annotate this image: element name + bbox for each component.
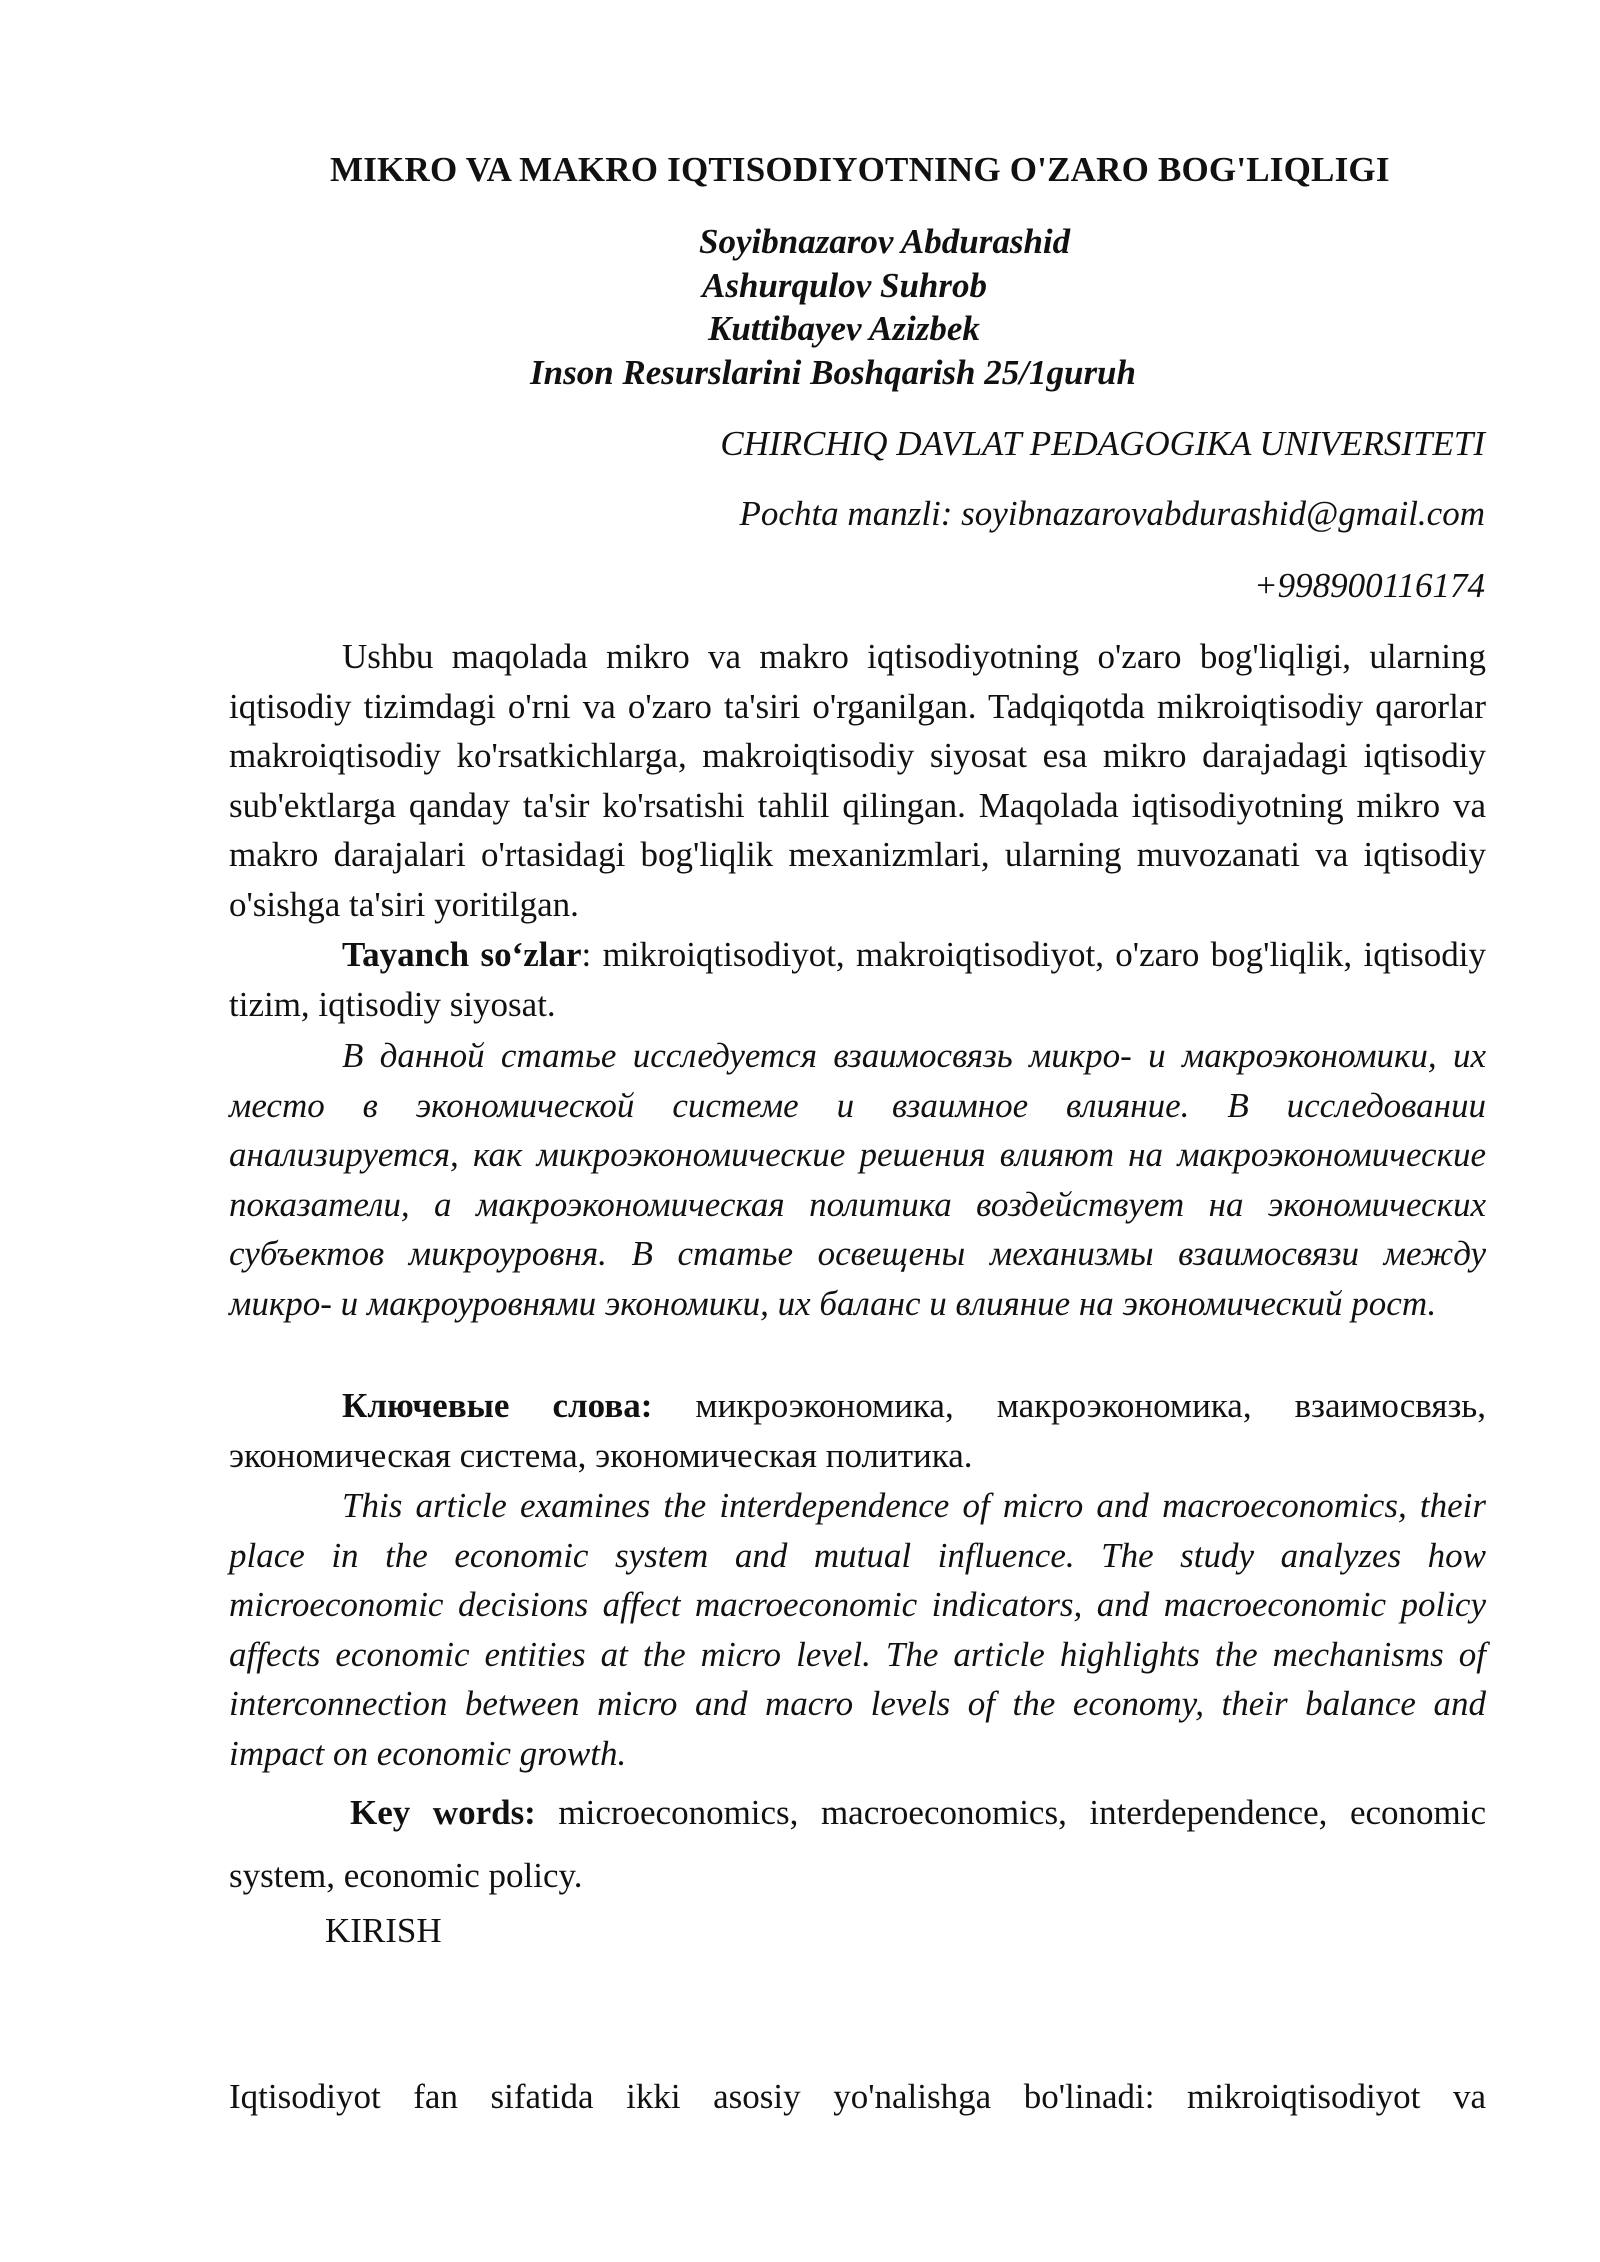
abstract-en: This article examines the interdependence of micro and macroeconomics, their place in the economic system and mutual influence. The study analyzes how microeconomic decisions affect macroeconomic indicators, and macroeconomic policy affects economic entities at the micro level. The article highlights the mechanisms of interconnection between micro and macro levels of the economy, their balance and impact on economic growth.: [229, 1486, 1486, 1773]
keywords-ru-label: Ключевые слова:: [342, 1386, 653, 1425]
university-name: CHIRCHIQ DAVLAT PEDAGOGIKA UNIVERSITETI: [720, 424, 1485, 463]
keywords-uz: [229, 930, 1486, 1029]
author-name: Kuttibayev Azizbek: [708, 309, 980, 348]
body-paragraph: Iqtisodiyot fan sifatida ikki asosiy yo'nalishga bo'linadi: mikroiqtisodiyot va: [229, 2077, 1486, 2116]
keywords-ru-text: микроэкономика, макроэкономика, взаимосвязь, экономическая система, экономическая политика.: [229, 1386, 1486, 1475]
keywords-en: [229, 1781, 1486, 1907]
keywords-uz-label: Tayanch so‘zlar: [342, 935, 582, 974]
abstract-ru: В данной статье исследуется взаимосвязь микро- и макроэкономики, их место в экономической системе и взаимное влияние. В исследовании анализируется, как микроэкономические решения влияют на макроэкономические показатели, а макроэкономическая политика воздействует на экономических субъектов микроуровня. В статье освещены механизмы взаимосвязи между микро- и макроуровнями экономики, их баланс и влияние на экономический рост.: [229, 1036, 1486, 1323]
author-group: Inson Resurslarini Boshqarish 25/1guruh: [530, 353, 1136, 392]
keywords-uz-text: : mikroiqtisodiyot, makroiqtisodiyot, o'zaro bog'liqlik, iqtisodiy tizim, iqtisodiy siyosat.: [229, 935, 1486, 1024]
section-heading: KIRISH: [325, 1911, 442, 1950]
email-line: Pochta manzli: soyibnazarovabdurashid@gmail.com: [739, 494, 1485, 533]
keywords-en-label: Key words:: [350, 1793, 536, 1832]
phone-number: +998900116174: [1253, 566, 1485, 605]
paper-title: MIKRO VA MAKRO IQTISODIYOTNING O'ZARO BOG'LIQLIGI: [330, 150, 1390, 189]
abstract-uz: Ushbu maqolada mikro va makro iqtisodiyotning o'zaro bog'liqligi, ularning iqtisodiy tizimdagi o'rni va o'zaro ta'siri o'rganilgan. Tadqiqotda mikroiqtisodiy qarorlar makroiqtisodiy ko'rsatkichlarga, makroiqtisodiy siyosat esa mikro darajadagi iqtisodiy sub'ektlarga qanday ta'sir ko'rsatishi tahlil qilingan. Maqolada iqtisodiyotning mikro va makro darajalari o'rtasidagi bog'liqlik mexanizmlari, ularning muvozanati va iqtisodiy o'sishga ta'siri yoritilgan.: [229, 637, 1486, 924]
author-name: Soyibnazarov Abdurashid: [699, 222, 1071, 261]
keywords-ru: [229, 1381, 1486, 1480]
keywords-en-text: microeconomics, macroeconomics, interdependence, economic system, economic policy.: [229, 1793, 1487, 1895]
author-name: Ashurqulov Suhrob: [702, 266, 988, 305]
